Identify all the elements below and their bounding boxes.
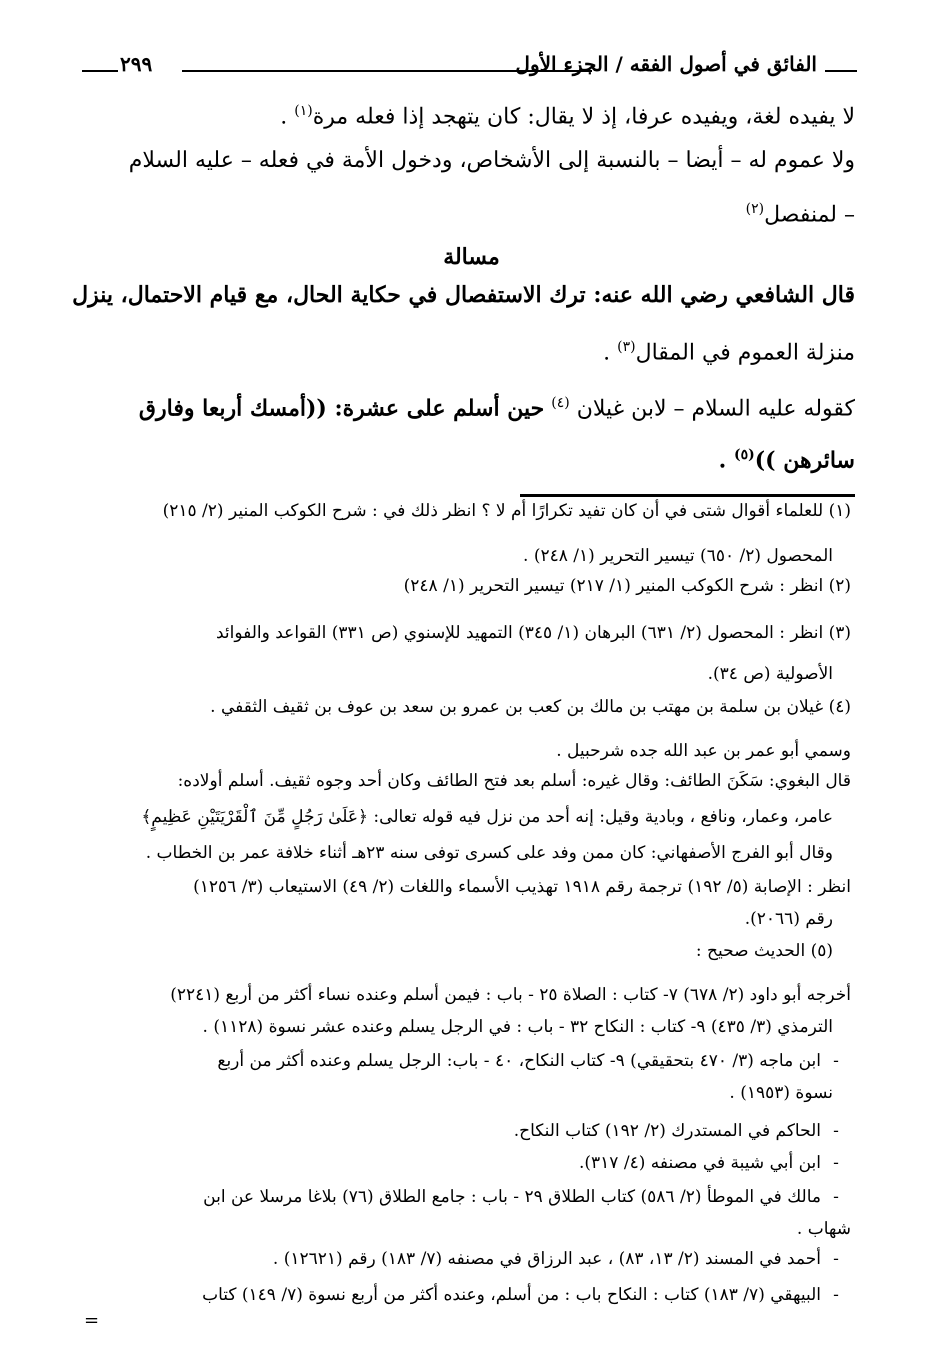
list-bullet: -	[833, 1121, 839, 1141]
header-rule-left	[82, 70, 118, 72]
list-bullet: -	[833, 1051, 839, 1071]
footnote-line: انظر : الإصابة (٥/ ١٩٢) ترجمة رقم ١٩١٨ تهذيب الأسماء واللغات (٢/ ٤٩) الاستيعاب (٣/ ١٢٥٦)	[193, 877, 851, 897]
header-rule-right	[825, 70, 857, 72]
footnote-line: الأصولية (ص ٣٤).	[707, 664, 833, 684]
list-bullet: -	[833, 1285, 839, 1305]
body-line: كقوله عليه السلام – لابن غيلان $^{(٤)}$ حين أسلم على عشرة: ((أمسك أربعا وفارق	[138, 395, 855, 422]
footnote-list-item: -ابن ماجه (٣/ ٤٧٠ بتحقيقي) ٩- كتاب النكاح، ٤٠ - باب: الرجل يسلم وعنده أكثر من أربع	[81, 1050, 851, 1072]
page-number: ٢٩٩	[120, 52, 153, 76]
footnote-ref: (٤)	[551, 395, 570, 411]
footnote-list-item: -ابن أبي شيبة في مصنفه (٤/ ٣١٧).	[81, 1152, 851, 1174]
footnote-line: وسمي أبو عمر بن عبد الله جده شرحبيل .	[556, 741, 851, 761]
continuation-mark: =	[84, 1310, 100, 1331]
list-bullet: -	[833, 1249, 839, 1269]
footnote-line: وقال أبو الفرج الأصفهاني: كان ممن وفد على كسرى توفى سنه ٢٣هـ أثناء خلافة عمر بن الخطاب .	[145, 843, 833, 863]
footnote-separator	[520, 494, 855, 497]
footnote-list-item: -الحاكم في المستدرك (٢/ ١٩٢) كتاب النكاح.	[81, 1120, 851, 1142]
section-heading: مسالة	[443, 244, 500, 270]
body-line: – لمنفصل$^{(٢)}$	[745, 201, 855, 228]
footnote-ref: (١)	[294, 103, 313, 119]
footnote-ref: (٣)	[617, 339, 636, 355]
body-line: لا يفيده لغة، ويفيده عرفا، إذ لا يقال: كان يتهجد إذا فعله مرة$^{(١)}$ .	[280, 103, 855, 130]
footnote-line: عامر، وعمار، ونافع ، وبادية وقيل: إنه أحد من نزل فيه قوله تعالى: ﴿عَلَىٰ رَجُلٍ مِّنَ ٱلْقَرْيَتَيْنِ عَظِيمٍ﴾	[141, 807, 833, 827]
list-bullet: -	[833, 1153, 839, 1173]
body-line: قال الشافعي رضي الله عنه: ترك الاستفصال في حكاية الحال، مع قيام الاحتمال، ينزل	[72, 282, 855, 308]
footnote-list-item: -أحمد في المسند (٢/ ١٣، ٨٣) ، عبد الرزاق في مصنفه (٧/ ١٨٣) رقم (١٢٦٢١) .	[81, 1248, 851, 1270]
body-line: ولا عموم له – أيضا – بالنسبة إلى الأشخاص، ودخول الأمة في فعله – عليه السلام	[128, 148, 855, 173]
body-line: سائرهن ))$^{(٥)}$ .	[718, 447, 855, 474]
footnote-line: (٥) الحديث صحيح :	[695, 941, 833, 961]
footnote-line: الترمذي (٣/ ٤٣٥) ٩- كتاب : النكاح ٣٢ - باب : في الرجل يسلم وعنده عشر نسوة (١١٢٨) .	[202, 1017, 833, 1037]
footnote-line: رقم (٢٠٦٦).	[744, 909, 833, 929]
footnote-line: شهاب .	[796, 1219, 851, 1239]
list-bullet: -	[833, 1187, 839, 1207]
running-title: الفائق في أصول الفقه / الجزء الأول	[515, 52, 817, 76]
page-header	[82, 52, 857, 92]
footnote-line: (١) للعلماء أقوال شتى في أن كان تفيد تكرارًا أم لا ؟ انظر ذلك في : شرح الكوكب المنير (٢/ ٢١٥)	[162, 501, 851, 521]
footnote-line: قال البغوي: سَكَنَ الطائف: وقال غيره: أسلم بعد فتح الطائف وكان أحد وجوه ثقيف. أسلم أولاده:	[177, 771, 851, 791]
footnote-list-item: -البيهقي (٧/ ١٨٣) كتاب : النكاح باب : من أسلم، وعنده أكثر من أربع نسوة (٧/ ١٤٩) كتاب	[81, 1284, 851, 1306]
footnote-line: أخرجه أبو داود (٢/ ٦٧٨) ٧- كتاب : الصلاة ٢٥ - باب : فيمن أسلم وعنده نساء أكثر من أربع (٢٢٤١)	[170, 985, 851, 1005]
footnote-line: (٢) انظر : شرح الكوكب المنير (١/ ٢١٧) تيسير التحرير (١/ ٢٤٨)	[403, 576, 851, 596]
footnote-ref: (٥)	[733, 447, 755, 463]
footnote-line: (٣) انظر : المحصول (٢/ ٦٣١) البرهان (١/ ٣٤٥) التمهيد للإسنوي (ص ٣٣١) القواعد والفوائد	[215, 623, 851, 643]
footnote-line: المحصول (٢/ ٦٥٠) تيسير التحرير (١/ ٢٤٨) .	[523, 546, 833, 566]
body-line: منزلة العموم في المقال$^{(٣)}$ .	[603, 339, 855, 366]
footnote-line: (٤) غيلان بن سلمة بن مهتب بن مالك بن كعب بن عمرو بن سعد بن عوف بن ثقيف الثقفي .	[210, 697, 851, 717]
footnote-list-item: -مالك في الموطأ (٢/ ٥٨٦) كتاب الطلاق ٢٩ - باب : جامع الطلاق (٧٦) بلاغا مرسلا عن ابن	[81, 1186, 851, 1208]
footnote-line: نسوة (١٩٥٣) .	[729, 1083, 833, 1103]
footnote-ref: (٢)	[745, 201, 765, 217]
